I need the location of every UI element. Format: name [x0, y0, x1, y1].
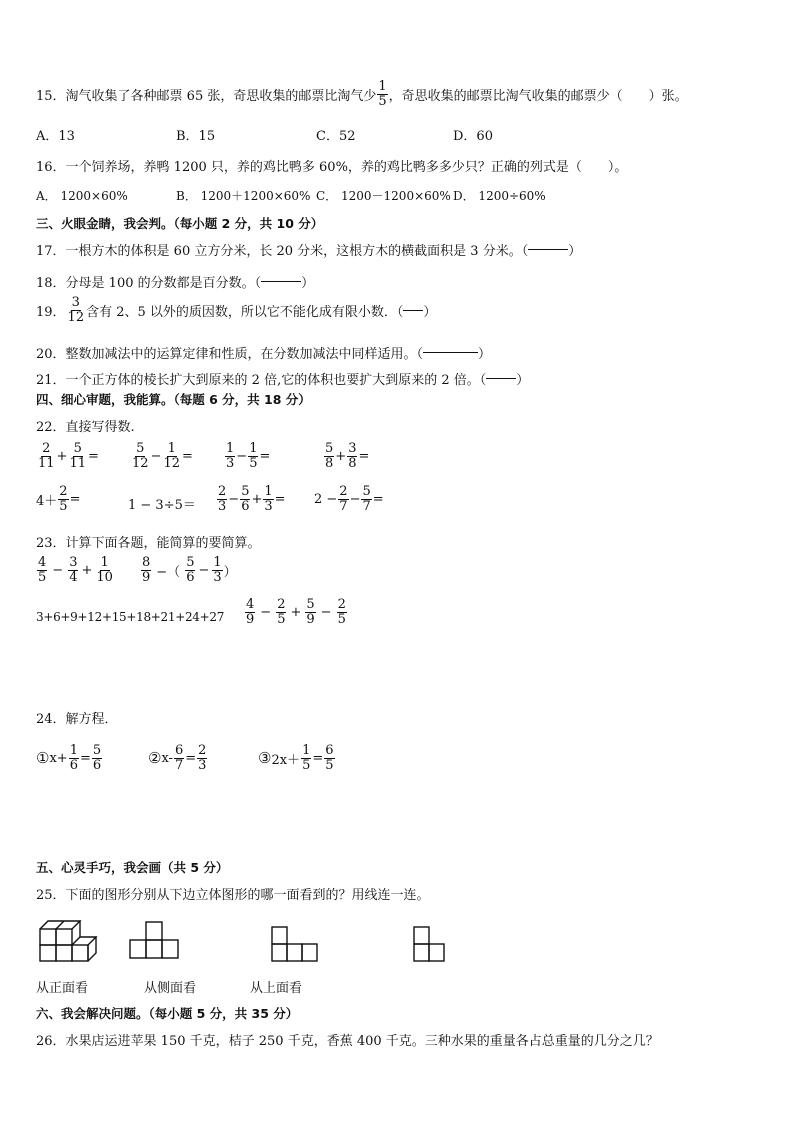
question-26: 26．水果店运进苹果 150 千克，桔子 250 千克，香蕉 400 千克。三种水果的重量各占总重量的几分之几？	[36, 1034, 659, 1049]
q20-answer-blank[interactable]	[423, 352, 478, 353]
question-21	[36, 369, 529, 388]
solid-figure	[38, 915, 108, 965]
q25-label-side: 从侧面看	[144, 981, 197, 996]
q17-paren: ）	[568, 244, 582, 259]
question-18	[36, 272, 314, 291]
q15-text-pre: 15．淘气收集了各种邮票 65 张，奇思收集的邮票比淘气少	[36, 88, 377, 104]
q18-paren: ）	[301, 276, 315, 291]
q17-text: 17．一根方木的体积是 60 立方分米，长 20 分米，这根方木的横截面积是 3 分米。（	[36, 244, 529, 259]
q22-expr-6: 1 − 3÷5＝	[128, 498, 196, 513]
q22-expr-4: $\frac{5}{8}$ + $\frac{3}{8}$ =	[325, 441, 370, 471]
q21-answer-blank[interactable]	[486, 378, 516, 379]
q15-fraction: $\frac{1}{5}$	[378, 79, 387, 109]
q22-expr-5: 4＋ $\frac{2}{5}$ =	[36, 484, 81, 514]
q19-text: 含有 2、5 以外的质因数，所以它不能化成有限小数．（	[86, 304, 404, 320]
q22-title: 22．直接写得数.	[36, 420, 135, 435]
q19-answer-blank[interactable]	[403, 310, 423, 311]
q22-expr-7: $\frac{2}{3}$ − $\frac{5}{6}$ + $\frac{1}{3}$ =	[218, 484, 286, 514]
q19-fraction: $\frac{3}{12}$	[67, 295, 85, 325]
q15-option-d: D．60	[453, 129, 493, 144]
section-6-heading: 六、我会解决问题。（每小题 5 分，共 35 分）	[36, 1006, 299, 1021]
q24-title: 24．解方程．	[36, 712, 118, 727]
question-15	[36, 80, 688, 108]
question-20	[36, 343, 491, 362]
q22-expr-8: 2 − $\frac{2}{7}$ − $\frac{5}{7}$ =	[314, 484, 384, 514]
q23-expr-2: $\frac{8}{9}$ −（ $\frac{5}{6}$ − $\frac{1}{3}$ ）	[142, 555, 237, 585]
section-4-heading: 四、细心审题，我能算。（每题 6 分，共 18 分）	[36, 392, 311, 407]
q16-option-d: D． 1200÷60%	[453, 189, 546, 203]
q15-option-b: B．15	[176, 129, 216, 144]
q24-eq-3: ③ 2x＋ $\frac{1}{5}$ = $\frac{6}{5}$	[258, 743, 334, 773]
q18-text: 18．分母是 100 的分数都是百分数。（	[36, 276, 262, 291]
q17-answer-blank[interactable]	[528, 249, 568, 250]
q21-text: 21．一个正方体的棱长扩大到原来的 2 倍,它的体积也要扩大到原来的 2 倍。（	[36, 373, 487, 388]
q21-paren: ）	[516, 373, 530, 388]
q25-title: 25．下面的图形分别从下边立体图形的哪一面看到的？用线连一连。	[36, 888, 430, 903]
question-16: 16．一个饲养场，养鸭 1200 只，养的鸡比鸭多 60%，养的鸡比鸭多多少只？正确的列式是（ ）。	[36, 160, 628, 175]
q22-expr-3: $\frac{1}{3}$ − $\frac{1}{5}$ =	[226, 441, 271, 471]
q20-text: 20．整数加减法中的运算定律和性质，在分数加减法中同样适用。（	[36, 347, 424, 362]
view-figure-1	[130, 920, 180, 962]
q15-text-post: ，奇思收集的邮票比淘气收集的邮票少（ ）张。	[388, 88, 688, 104]
q24-eq-2: ② x- $\frac{6}{7}$ = $\frac{2}{3}$	[148, 743, 207, 773]
q16-option-b: B． 1200＋1200×60%	[176, 189, 311, 203]
q15-option-c: C．52	[316, 129, 356, 144]
q15-option-a: A．13	[36, 129, 75, 144]
view-figure-2	[272, 925, 322, 965]
question-17	[36, 240, 581, 259]
q23-expr-4: $\frac{4}{9}$ − $\frac{2}{5}$ + $\frac{5}{9}$ − $\frac{2}{5}$	[246, 597, 346, 627]
q16-option-c: C． 1200－1200×60%	[316, 189, 451, 203]
question-19	[36, 296, 436, 324]
q25-label-front: 从正面看	[36, 981, 89, 996]
q23-expr-3: 3+6+9+12+15+18+21+24+27	[36, 610, 225, 624]
q24-eq-1: ① x+ $\frac{1}{6}$ = $\frac{5}{6}$	[36, 743, 102, 773]
view-figure-3	[414, 925, 454, 965]
section-5-heading: 五、心灵手巧，我会画（共 5 分）	[36, 860, 229, 875]
q19-number: 19．	[36, 304, 66, 320]
q18-answer-blank[interactable]	[261, 281, 301, 282]
q23-expr-1: $\frac{4}{5}$ − $\frac{3}{4}$ + $\frac{1}{10}$	[38, 555, 113, 585]
q19-paren: ）	[423, 304, 437, 320]
q20-paren: ）	[478, 347, 492, 362]
q16-option-a: A． 1200×60%	[36, 189, 128, 203]
section-3-heading: 三、火眼金睛，我会判。（每小题 2 分，共 10 分）	[36, 216, 324, 231]
q23-title: 23．计算下面各题，能简算的要简算。	[36, 536, 261, 551]
q22-expr-1: $\frac{2}{11}$ + $\frac{5}{11}$ =	[38, 441, 99, 471]
q25-label-top: 从上面看	[250, 981, 303, 996]
q22-expr-2: $\frac{5}{12}$ − $\frac{1}{12}$ =	[132, 441, 193, 471]
